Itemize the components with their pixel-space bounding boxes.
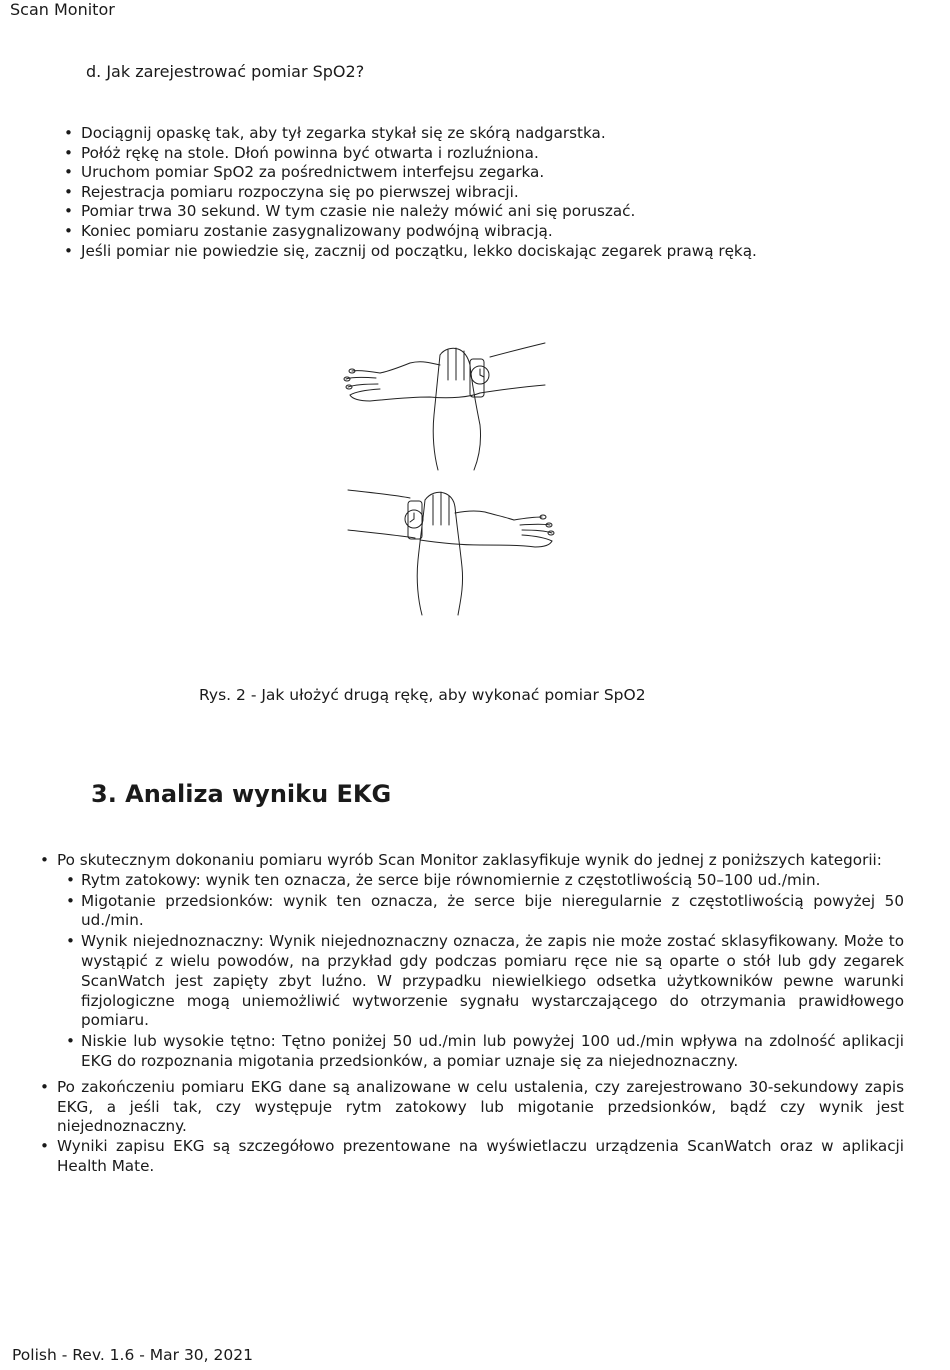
category-item: • Rytm zatokowy: wynik ten oznacza, że serce bije równomiernie z częstotliwością 50–100 ud./min.: [57, 871, 904, 891]
hands-on-wrist-drawing: [330, 335, 570, 625]
section-heading: 3. Analiza wyniku EKG: [91, 780, 392, 808]
ekg-analysis-list: [40, 851, 904, 1183]
document-header: Scan Monitor: [10, 0, 115, 19]
list-item: • Jeśli pomiar nie powiedzie się, zacznij od początku, lekko dociskając zegarek prawą ręką.: [64, 242, 864, 262]
classification-intro: Po skutecznym dokonaniu pomiaru wyrób Scan Monitor zaklasyfikuje wynik do jednej z poniższych kategorii:: [57, 851, 882, 869]
measurement-steps-list: [64, 124, 864, 261]
figure-caption: Rys. 2 - Jak ułożyć drugą rękę, aby wykonać pomiar SpO2: [199, 686, 646, 704]
list-item: • Koniec pomiaru zostanie zasygnalizowany podwójną wibracją.: [64, 222, 864, 242]
list-item: • Połóż rękę na stole. Dłoń powinna być otwarta i rozluźniona.: [64, 144, 864, 164]
page-footer: Polish - Rev. 1.6 - Mar 30, 2021: [12, 1346, 253, 1364]
list-item: • Dociągnij opaskę tak, aby tył zegarka stykał się ze skórą nadgarstka.: [64, 124, 864, 144]
top-hands-drawing: [344, 343, 545, 470]
list-item: • Pomiar trwa 30 sekund. W tym czasie nie należy mówić ani się poruszać.: [64, 202, 864, 222]
list-item: • Po zakończeniu pomiaru EKG dane są analizowane w celu ustalenia, czy zarejestrowano 30-sekundowy zapis EKG, a jeśli tak, czy występuje rytm zatokowy lub migotanie przedsionków, bądź czy wynik jest niejednoznaczny.: [40, 1078, 904, 1137]
result-categories-list: [57, 871, 904, 1072]
list-item: • Wyniki zapisu EKG są szczegółowo prezentowane na wyświetlaczu urządzenia ScanWatch oraz w aplikacji Health Mate.: [40, 1137, 904, 1177]
bottom-hands-drawing: [348, 490, 554, 615]
list-item: [40, 851, 904, 1072]
subsection-heading: d. Jak zarejestrować pomiar SpO2?: [86, 62, 365, 81]
category-item: • Wynik niejednoznaczny: Wynik niejednoznaczny oznacza, że zapis nie może zostać sklasyfikowany. Może to wystąpić z wielu powodów, na przykład gdy podczas pomiaru ręce nie są oparte o stół lub gdy zegarek ScanWatch jest zapięty zbyt luźno. W przypadku niewielkiego odsetka użytkowników pewne warunki fizjologiczne mogą uniemożliwić wytworzenie sygnału wystarczającego do otrzymania prawidłowego pomiaru.: [57, 932, 904, 1031]
category-item: • Migotanie przedsionków: wynik ten oznacza, że serce bije nieregularnie z częstotliwością powyżej 50 ud./min.: [57, 892, 904, 932]
category-item: • Niskie lub wysokie tętno: Tętno poniżej 50 ud./min lub powyżej 100 ud./min wpływa na zdolność aplikacji EKG do rozpoznania migotania przedsionków, a pomiar uznaje się za niejednoznaczny.: [57, 1032, 904, 1072]
list-item: • Rejestracja pomiaru rozpoczyna się po pierwszej wibracji.: [64, 183, 864, 203]
list-item: • Uruchom pomiar SpO2 za pośrednictwem interfejsu zegarka.: [64, 163, 864, 183]
hands-illustration: [330, 335, 570, 625]
